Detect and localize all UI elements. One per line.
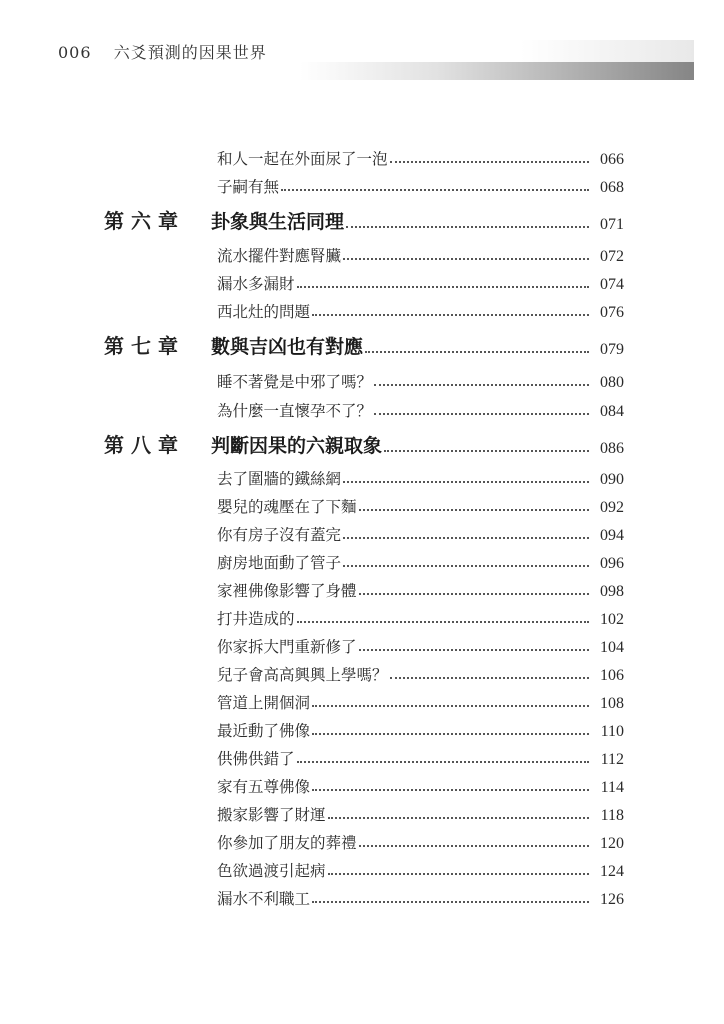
- dot-leader: [297, 761, 589, 763]
- page-number: 110: [600, 723, 624, 740]
- section-title: 西北灶的問題: [217, 303, 311, 321]
- chapter-title: 數與吉凶也有對應: [211, 336, 364, 358]
- page-number: 071: [600, 216, 624, 233]
- section-title: 家裡佛像影響了身體: [217, 582, 357, 600]
- section-title: 你家拆大門重新修了: [217, 638, 357, 656]
- toc-section-row: [217, 240, 624, 266]
- chapter-title: 卦象與生活同理: [211, 211, 345, 233]
- toc-section-row: [217, 827, 624, 853]
- dot-leader: [384, 450, 589, 452]
- dot-leader: [343, 537, 589, 539]
- toc-section-row: [217, 143, 624, 169]
- page-number: 104: [600, 639, 624, 656]
- section-title: 漏水不利職工: [217, 890, 311, 908]
- section-title: 為什麼一直懷孕不了？: [217, 402, 373, 420]
- section-title: 供佛供錯了: [217, 750, 295, 768]
- page-number: 094: [600, 527, 624, 544]
- toc-entry: [217, 747, 624, 769]
- dot-leader: [343, 565, 589, 567]
- section-title: 漏水多漏財: [217, 275, 295, 293]
- toc-entry: [217, 607, 624, 629]
- dot-leader: [328, 873, 589, 875]
- dot-leader: [390, 677, 589, 679]
- header-book-title: 六爻預測的因果世界: [113, 43, 267, 62]
- dot-leader: [374, 413, 589, 415]
- toc-entry: [217, 859, 624, 881]
- section-title: 兒子會高高興興上學嗎？: [217, 666, 388, 684]
- page-number: 079: [600, 341, 624, 358]
- dot-leader: [359, 509, 589, 511]
- section-title: 和人一起在外面尿了一泡: [217, 150, 388, 168]
- dot-leader: [312, 789, 589, 791]
- section-title: 打井造成的: [217, 610, 295, 628]
- toc-entry: [217, 272, 624, 294]
- page-number: 096: [600, 555, 624, 572]
- dot-leader: [343, 481, 589, 483]
- dot-leader: [374, 384, 589, 386]
- dot-leader: [297, 286, 589, 288]
- dot-leader: [281, 189, 589, 191]
- page-number: 120: [600, 835, 624, 852]
- toc-entry: [217, 663, 624, 685]
- page-number: 086: [600, 440, 624, 457]
- section-title: 你有房子沒有蓋完: [217, 526, 342, 544]
- toc-entry: [211, 207, 624, 234]
- dot-leader: [328, 817, 589, 819]
- section-title: 嬰兒的魂壓在了下麵: [217, 498, 357, 516]
- toc-section-row: [217, 799, 624, 825]
- toc-entry: [217, 831, 624, 853]
- toc-section-row: [217, 687, 624, 713]
- toc-entry: [217, 175, 624, 197]
- page-number: 068: [600, 179, 624, 196]
- toc-section-row: [217, 296, 624, 322]
- toc-section-row: [217, 603, 624, 629]
- toc-entry: [217, 370, 624, 392]
- dot-leader: [359, 593, 589, 595]
- page-number: 080: [600, 374, 624, 391]
- dot-leader: [312, 733, 589, 735]
- toc-section-row: [217, 715, 624, 741]
- toc-section-row: [217, 743, 624, 769]
- toc-entry: [217, 399, 624, 421]
- toc-section-row: [217, 171, 624, 197]
- toc-entry: [217, 887, 624, 909]
- dot-leader: [390, 161, 589, 163]
- page-number: 090: [600, 471, 624, 488]
- page-number: 114: [600, 779, 624, 796]
- toc-section-row: [217, 395, 624, 421]
- page-number: 102: [600, 611, 624, 628]
- toc-entry: [217, 579, 624, 601]
- toc-entry: [217, 803, 624, 825]
- toc-entry: [217, 244, 624, 266]
- page-number: 074: [600, 276, 624, 293]
- section-title: 睡不著覺是中邪了嗎？: [217, 373, 373, 391]
- toc-entry: [217, 551, 624, 573]
- toc-section-row: [217, 366, 624, 392]
- dot-leader: [359, 649, 589, 651]
- dot-leader: [365, 351, 589, 353]
- dot-leader: [297, 621, 589, 623]
- section-title: 管道上開個洞: [217, 694, 311, 712]
- toc-entry: [217, 691, 624, 713]
- dot-leader: [312, 705, 589, 707]
- dot-leader: [346, 226, 589, 228]
- page-number: 072: [600, 248, 624, 265]
- section-title: 去了圍牆的鐵絲網: [217, 470, 342, 488]
- page-number: 124: [600, 863, 624, 880]
- toc-chapter-row: [104, 208, 624, 234]
- dot-leader: [312, 901, 589, 903]
- page-number: 106: [600, 667, 624, 684]
- page-number: 112: [600, 751, 624, 768]
- toc-section-row: [217, 771, 624, 797]
- toc-section-row: [217, 547, 624, 573]
- chapter-title: 判斷因果的六親取象: [211, 435, 383, 457]
- toc-entry: [217, 495, 624, 517]
- toc-chapter-row: [104, 333, 624, 359]
- toc-section-row: [217, 659, 624, 685]
- chapter-number: 第七章: [104, 334, 185, 358]
- chapter-number: 第六章: [104, 209, 185, 233]
- toc-section-row: [217, 575, 624, 601]
- toc-section-row: [217, 268, 624, 294]
- section-title: 你參加了朋友的葬禮: [217, 834, 357, 852]
- toc-section-row: [217, 519, 624, 545]
- section-title: 家有五尊佛像: [217, 778, 311, 796]
- page-number: 098: [600, 583, 624, 600]
- toc-section-row: [217, 463, 624, 489]
- section-title: 廚房地面動了管子: [217, 554, 342, 572]
- dot-leader: [312, 314, 589, 316]
- toc-section-row: [217, 491, 624, 517]
- page-number: 084: [600, 403, 624, 420]
- toc-entry: [211, 332, 624, 359]
- toc-entry: [217, 775, 624, 797]
- header-page-number: 006: [58, 43, 92, 62]
- toc-entry: [217, 300, 624, 322]
- toc-entry: [217, 523, 624, 545]
- toc-entry: [217, 719, 624, 741]
- page-number: 118: [600, 807, 624, 824]
- section-title: 子嗣有無: [217, 178, 280, 196]
- page-number: 076: [600, 304, 624, 321]
- section-title: 最近動了佛像: [217, 722, 311, 740]
- section-title: 搬家影響了財運: [217, 806, 326, 824]
- page-number: 066: [600, 151, 624, 168]
- page-number: 092: [600, 499, 624, 516]
- section-title: 色欲過渡引起病: [217, 862, 326, 880]
- toc-section-row: [217, 631, 624, 657]
- toc-section-row: [217, 855, 624, 881]
- toc-chapter-row: [104, 432, 624, 458]
- dot-leader: [343, 258, 589, 260]
- chapter-number: 第八章: [104, 433, 185, 457]
- toc-section-row: [217, 883, 624, 909]
- toc-entry: [217, 635, 624, 657]
- page-number: 126: [600, 891, 624, 908]
- toc-entry: [217, 467, 624, 489]
- page-number: 108: [600, 695, 624, 712]
- toc-entry: [217, 147, 624, 169]
- section-title: 流水擺件對應腎臟: [217, 247, 342, 265]
- toc-entry: [211, 431, 624, 458]
- dot-leader: [359, 845, 589, 847]
